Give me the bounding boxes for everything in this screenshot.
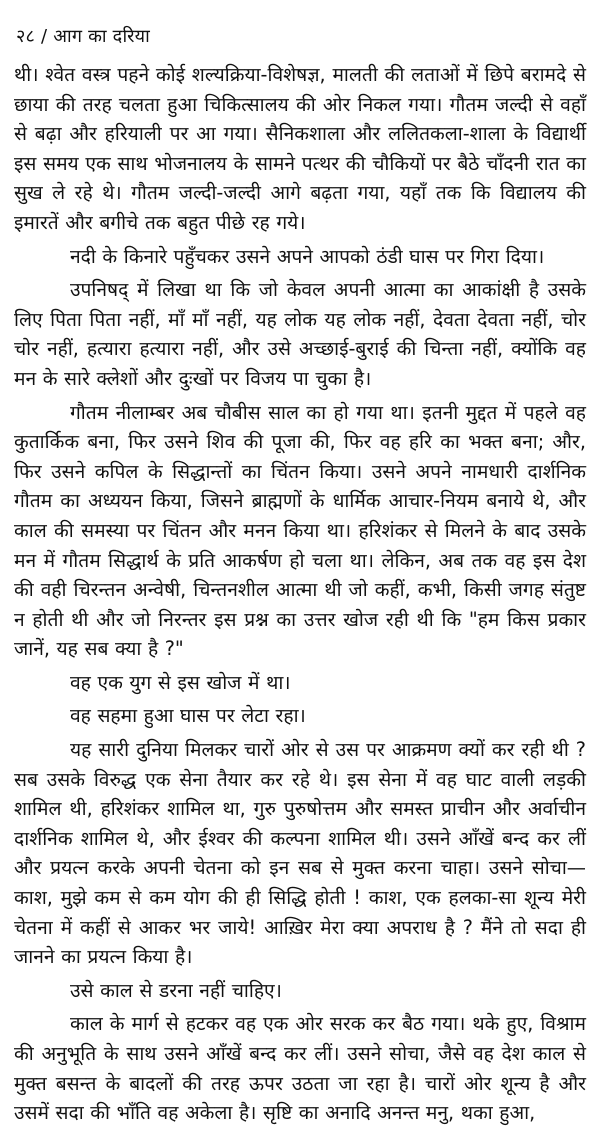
- paragraph-1: थी। श्वेत वस्त्र पहने कोई शल्यक्रिया-विशेषज्ञ, मालती की लताओं में छिपे बरामदे से छाया की तरह चलता हुआ चिकित्सालय की ओर निकल गया। गौतम जल्दी से वहाँ से बढ़ा और हरियाली पर आ गया। सैनिकशाला और ललितकला-शाला के विद्यार्थी इस समय एक साथ भोजनालय के सामने पत्थर की चौकियों पर बैठे चाँदनी रात का सुख ले रहे थे। गौतम जल्दी-जल्दी आगे बढ़ता गया, यहाँ तक कि विद्यालय की इमारतें और बगीचे तक बहुत पीछे रह गये।: [14, 63, 586, 234]
- running-header: २८ / आग का दरिया: [16, 26, 150, 47]
- paragraph-3: उपनिषद् में लिखा था कि जो केवल अपनी आत्मा का आकांक्षी है उसके लिए पिता पिता नहीं, माँ माँ नहीं, यह लोक यह लोक नहीं, देवता देवता नहीं, चोर चोर नहीं, हत्यारा हत्यारा नहीं, और उसे अच्छाई-बुराई की चिन्ता नहीं, क्योंकि वह मन के सारे क्लेशों और दुःखों पर विजय पा चुका है।: [14, 278, 586, 390]
- paragraph-2: नदी के किनारे पहुँचकर उसने अपने आपको ठंडी घास पर गिरा दिया।: [70, 244, 545, 268]
- paragraph-9: काल के मार्ग से हटकर वह एक ओर सरक कर बैठ गया। थके हुए, विश्राम की अनुभूति के साथ उसने आँखें बन्द कर लीं। उसने सोचा, जैसे वह देश काल से मुक्त बसन्त के बादलों की तरह ऊपर उठता जा रहा है। चारों ओर शून्य है और उसमें सदा की भाँति वह अकेला है। सृष्टि का अनादि अनन्त मनु, थका हुआ,: [14, 1012, 586, 1125]
- body-text: [14, 60, 586, 1132]
- paragraph-5: वह एक युग से इस खोज में था।: [70, 670, 291, 694]
- paragraph-6: वह सहमा हुआ घास पर लेटा रहा।: [70, 704, 306, 728]
- paragraph-7: यह सारी दुनिया मिलकर चारों ओर से उस पर आक्रमण क्यों कर रही थी ? सब उसके विरुद्ध एक सेना तैयार कर रहे थे। इस सेना में वह घाट वाली लड़की शामिल थी, हरिशंकर शामिल था, गुरु पुरुषोत्तम और समस्त प्राचीन और अर्वाचीन दार्शनिक शामिल थे, और ईश्वर की कल्पना शामिल थी। उसने आँखें बन्द कर लीं और प्रयत्न करके अपनी चेतना को इन सब से मुक्त करना चाहा। उसने सोचा— काश, मुझे कम से कम योग की ही सिद्धि होती ! काश, एक हलका-सा शून्य मेरी चेतना में कहीं से आकर भर जाये! आख़िर मेरा क्या अपराध है ? मैंने तो सदा ही जानने का प्रयत्न किया है।: [14, 738, 586, 969]
- paragraph-8: उसे काल से डरना नहीं चाहिए।: [70, 978, 282, 1002]
- paragraph-4: गौतम नीलाम्बर अब चौबीस साल का हो गया था। इतनी मुद्दत में पहले वह कुतार्किक बना, फिर उसने शिव की पूजा की, फिर वह हरि का भक्त बना; और, फिर उसने कपिल के सिद्धान्तों का चिंतन किया। उसने अपने नामधारी दार्शनिक गौतम का अध्ययन किया, जिसने ब्राह्मणों के धार्मिक आचार-नियम बनाये थे, और काल की समस्या पर चिंतन और मनन किया था। हरिशंकर से मिलने के बाद उसके मन में गौतम सिद्धार्थ के प्रति आकर्षण हो चला था। लेकिन, अब तक वह इस देश की वही चिरन्तन अन्वेषी, चिन्तनशील आत्मा थी जो कहीं, कभी, किसी जगह संतुष्ट न होती थी और जो निरन्तर इस प्रश्न का उत्तर खोज रही थी कि "हम किस प्रकार जानें, यह सब क्या है ?": [14, 400, 586, 661]
